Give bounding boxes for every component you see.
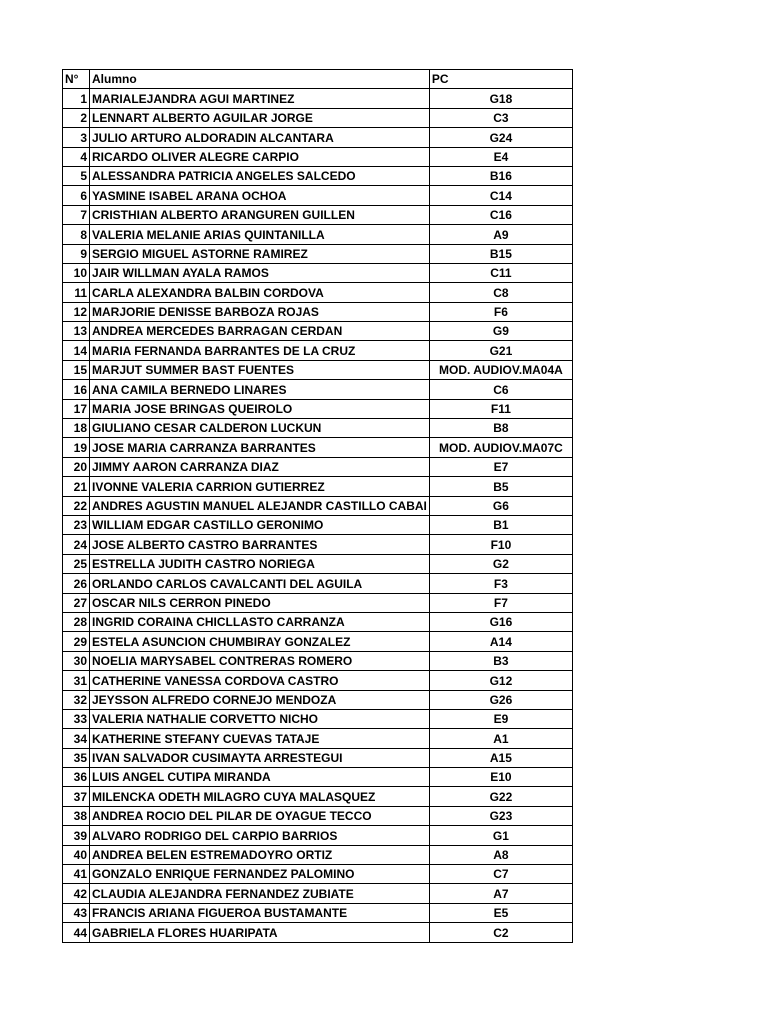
row-number-cell: 18 (63, 419, 90, 438)
pc-assignment-cell: G21 (429, 341, 572, 360)
student-name-cell: ALVARO RODRIGO DEL CARPIO BARRIOS (90, 826, 430, 845)
row-number-cell: 24 (63, 535, 90, 554)
student-name-cell: CRISTHIAN ALBERTO ARANGUREN GUILLEN (90, 205, 430, 224)
student-name-cell: IVONNE VALERIA CARRION GUTIERREZ (90, 477, 430, 496)
table-row (63, 108, 573, 127)
pc-assignment-cell: A7 (429, 884, 572, 903)
table-row (63, 515, 573, 534)
student-name-cell: IVAN SALVADOR CUSIMAYTA ARRESTEGUI (90, 748, 430, 767)
row-number-cell: 33 (63, 709, 90, 728)
row-number-cell: 3 (63, 128, 90, 147)
row-number-cell: 28 (63, 612, 90, 631)
column-header-number: N° (63, 70, 90, 89)
row-number-cell: 37 (63, 787, 90, 806)
student-name-cell: LENNART ALBERTO AGUILAR JORGE (90, 108, 430, 127)
header-row (63, 70, 573, 89)
student-name-cell: ESTRELLA JUDITH CASTRO NORIEGA (90, 554, 430, 573)
row-number-cell: 6 (63, 186, 90, 205)
row-number-cell: 8 (63, 225, 90, 244)
student-name-cell: ANA CAMILA BERNEDO LINARES (90, 380, 430, 399)
table-row (63, 302, 573, 321)
student-name-cell: RICARDO OLIVER ALEGRE CARPIO (90, 147, 430, 166)
student-name-cell: KATHERINE STEFANY CUEVAS TATAJE (90, 729, 430, 748)
student-name-cell: CARLA ALEXANDRA BALBIN CORDOVA (90, 283, 430, 302)
row-number-cell: 23 (63, 515, 90, 534)
row-number-cell: 20 (63, 457, 90, 476)
table-row (63, 205, 573, 224)
pc-assignment-cell: G22 (429, 787, 572, 806)
pc-assignment-cell: G24 (429, 128, 572, 147)
row-number-cell: 30 (63, 651, 90, 670)
pc-assignment-cell: B15 (429, 244, 572, 263)
pc-assignment-cell: G23 (429, 806, 572, 825)
table-row (63, 438, 573, 457)
row-number-cell: 34 (63, 729, 90, 748)
table-row (63, 787, 573, 806)
table-row (63, 166, 573, 185)
pc-assignment-cell: G6 (429, 496, 572, 515)
row-number-cell: 15 (63, 360, 90, 379)
pc-assignment-cell: C6 (429, 380, 572, 399)
pc-assignment-cell: G12 (429, 671, 572, 690)
row-number-cell: 19 (63, 438, 90, 457)
row-number-cell: 29 (63, 632, 90, 651)
student-pc-table (62, 69, 573, 943)
student-name-cell: VALERIA NATHALIE CORVETTO NICHO (90, 709, 430, 728)
student-name-cell: CLAUDIA ALEJANDRA FERNANDEZ ZUBIATE (90, 884, 430, 903)
pc-assignment-cell: B8 (429, 419, 572, 438)
row-number-cell: 21 (63, 477, 90, 496)
pc-assignment-cell: A8 (429, 845, 572, 864)
pc-assignment-cell: C14 (429, 186, 572, 205)
table-row (63, 690, 573, 709)
table-header (63, 70, 573, 89)
table-row (63, 341, 573, 360)
pc-assignment-cell: E9 (429, 709, 572, 728)
student-name-cell: JOSE MARIA CARRANZA BARRANTES (90, 438, 430, 457)
pc-assignment-cell: A1 (429, 729, 572, 748)
table-row (63, 89, 573, 108)
row-number-cell: 22 (63, 496, 90, 515)
pc-assignment-cell: E5 (429, 903, 572, 922)
table-row (63, 903, 573, 922)
row-number-cell: 11 (63, 283, 90, 302)
pc-assignment-cell: MOD. AUDIOV.MA04A (429, 360, 572, 379)
pc-assignment-cell: G16 (429, 612, 572, 631)
column-header-pc: PC (429, 70, 572, 89)
table-row (63, 477, 573, 496)
student-name-cell: GABRIELA FLORES HUARIPATA (90, 923, 430, 942)
pc-assignment-cell: B5 (429, 477, 572, 496)
row-number-cell: 27 (63, 593, 90, 612)
row-number-cell: 42 (63, 884, 90, 903)
table-row (63, 496, 573, 515)
table-row (63, 768, 573, 787)
pc-assignment-cell: G18 (429, 89, 572, 108)
table-body (63, 89, 573, 942)
table-row (63, 729, 573, 748)
student-name-cell: ANDREA BELEN ESTREMADOYRO ORTIZ (90, 845, 430, 864)
student-name-cell: MARJUT SUMMER BAST FUENTES (90, 360, 430, 379)
row-number-cell: 36 (63, 768, 90, 787)
pc-assignment-cell: MOD. AUDIOV.MA07C (429, 438, 572, 457)
student-name-cell: LUIS ANGEL CUTIPA MIRANDA (90, 768, 430, 787)
pc-assignment-cell: F3 (429, 574, 572, 593)
student-name-cell: JIMMY AARON CARRANZA DIAZ (90, 457, 430, 476)
table-row (63, 709, 573, 728)
table-row (63, 225, 573, 244)
student-name-cell: MILENCKA ODETH MILAGRO CUYA MALASQUEZ (90, 787, 430, 806)
student-name-cell: ORLANDO CARLOS CAVALCANTI DEL AGUILA (90, 574, 430, 593)
row-number-cell: 43 (63, 903, 90, 922)
table-row (63, 651, 573, 670)
table-row (63, 923, 573, 942)
student-name-cell: GONZALO ENRIQUE FERNANDEZ PALOMINO (90, 865, 430, 884)
pc-assignment-cell: C2 (429, 923, 572, 942)
pc-assignment-cell: C3 (429, 108, 572, 127)
row-number-cell: 14 (63, 341, 90, 360)
student-name-cell: SERGIO MIGUEL ASTORNE RAMIREZ (90, 244, 430, 263)
pc-assignment-cell: B16 (429, 166, 572, 185)
row-number-cell: 25 (63, 554, 90, 573)
table-row (63, 845, 573, 864)
student-name-cell: WILLIAM EDGAR CASTILLO GERONIMO (90, 515, 430, 534)
table-row (63, 865, 573, 884)
student-name-cell: GIULIANO CESAR CALDERON LUCKUN (90, 419, 430, 438)
pc-assignment-cell: G9 (429, 322, 572, 341)
student-name-cell: FRANCIS ARIANA FIGUEROA BUSTAMANTE (90, 903, 430, 922)
pc-assignment-cell: E4 (429, 147, 572, 166)
student-name-cell: INGRID CORAINA CHICLLASTO CARRANZA (90, 612, 430, 631)
student-name-cell: NOELIA MARYSABEL CONTRERAS ROMERO (90, 651, 430, 670)
row-number-cell: 44 (63, 923, 90, 942)
pc-assignment-cell: G1 (429, 826, 572, 845)
row-number-cell: 39 (63, 826, 90, 845)
pc-assignment-cell: G2 (429, 554, 572, 573)
pc-assignment-cell: C11 (429, 263, 572, 282)
row-number-cell: 5 (63, 166, 90, 185)
row-number-cell: 12 (63, 302, 90, 321)
student-name-cell: MARIA FERNANDA BARRANTES DE LA CRUZ (90, 341, 430, 360)
student-name-cell: JEYSSON ALFREDO CORNEJO MENDOZA (90, 690, 430, 709)
table-row (63, 457, 573, 476)
table-row (63, 554, 573, 573)
table-row (63, 147, 573, 166)
student-name-cell: ALESSANDRA PATRICIA ANGELES SALCEDO (90, 166, 430, 185)
row-number-cell: 41 (63, 865, 90, 884)
table-row (63, 322, 573, 341)
column-header-student: Alumno (90, 70, 430, 89)
pc-assignment-cell: A15 (429, 748, 572, 767)
table-row (63, 826, 573, 845)
pc-assignment-cell: G26 (429, 690, 572, 709)
table-row (63, 128, 573, 147)
pc-assignment-cell: F6 (429, 302, 572, 321)
pc-assignment-cell: B1 (429, 515, 572, 534)
table-row (63, 632, 573, 651)
student-name-cell: MARJORIE DENISSE BARBOZA ROJAS (90, 302, 430, 321)
table-row (63, 535, 573, 554)
table-row (63, 263, 573, 282)
pc-assignment-cell: F7 (429, 593, 572, 612)
row-number-cell: 4 (63, 147, 90, 166)
pc-assignment-cell: A14 (429, 632, 572, 651)
pc-assignment-cell: C7 (429, 865, 572, 884)
student-name-cell: ANDREA MERCEDES BARRAGAN CERDAN (90, 322, 430, 341)
table-row (63, 244, 573, 263)
row-number-cell: 2 (63, 108, 90, 127)
table-row (63, 283, 573, 302)
row-number-cell: 40 (63, 845, 90, 864)
table-row (63, 380, 573, 399)
table-row (63, 806, 573, 825)
row-number-cell: 32 (63, 690, 90, 709)
row-number-cell: 9 (63, 244, 90, 263)
table-row (63, 399, 573, 418)
pc-assignment-cell: E10 (429, 768, 572, 787)
pc-assignment-cell: F11 (429, 399, 572, 418)
student-name-cell: CATHERINE VANESSA CORDOVA CASTRO (90, 671, 430, 690)
pc-assignment-cell: A9 (429, 225, 572, 244)
student-name-cell: MARIALEJANDRA AGUI MARTINEZ (90, 89, 430, 108)
student-name-cell: VALERIA MELANIE ARIAS QUINTANILLA (90, 225, 430, 244)
pc-assignment-cell: B3 (429, 651, 572, 670)
student-name-cell: ANDREA ROCIO DEL PILAR DE OYAGUE TECCO (90, 806, 430, 825)
table-row (63, 612, 573, 631)
table-row (63, 593, 573, 612)
table-row (63, 360, 573, 379)
row-number-cell: 35 (63, 748, 90, 767)
pc-assignment-cell: C8 (429, 283, 572, 302)
table-row (63, 186, 573, 205)
student-name-cell: ESTELA ASUNCION CHUMBIRAY GONZALEZ (90, 632, 430, 651)
student-name-cell: JAIR WILLMAN AYALA RAMOS (90, 263, 430, 282)
student-name-cell: OSCAR NILS CERRON PINEDO (90, 593, 430, 612)
row-number-cell: 7 (63, 205, 90, 224)
row-number-cell: 16 (63, 380, 90, 399)
pc-assignment-cell: F10 (429, 535, 572, 554)
row-number-cell: 13 (63, 322, 90, 341)
row-number-cell: 38 (63, 806, 90, 825)
row-number-cell: 26 (63, 574, 90, 593)
row-number-cell: 1 (63, 89, 90, 108)
student-name-cell: JOSE ALBERTO CASTRO BARRANTES (90, 535, 430, 554)
row-number-cell: 31 (63, 671, 90, 690)
pc-assignment-cell: E7 (429, 457, 572, 476)
student-name-cell: MARIA JOSE BRINGAS QUEIROLO (90, 399, 430, 418)
row-number-cell: 10 (63, 263, 90, 282)
student-name-cell: YASMINE ISABEL ARANA OCHOA (90, 186, 430, 205)
pc-assignment-cell: C16 (429, 205, 572, 224)
table-row (63, 671, 573, 690)
table-row (63, 748, 573, 767)
table-row (63, 419, 573, 438)
student-name-cell: JULIO ARTURO ALDORADIN ALCANTARA (90, 128, 430, 147)
row-number-cell: 17 (63, 399, 90, 418)
table-row (63, 884, 573, 903)
student-name-cell: ANDRES AGUSTIN MANUEL ALEJANDR CASTILLO CABAI (90, 496, 430, 515)
table-row (63, 574, 573, 593)
